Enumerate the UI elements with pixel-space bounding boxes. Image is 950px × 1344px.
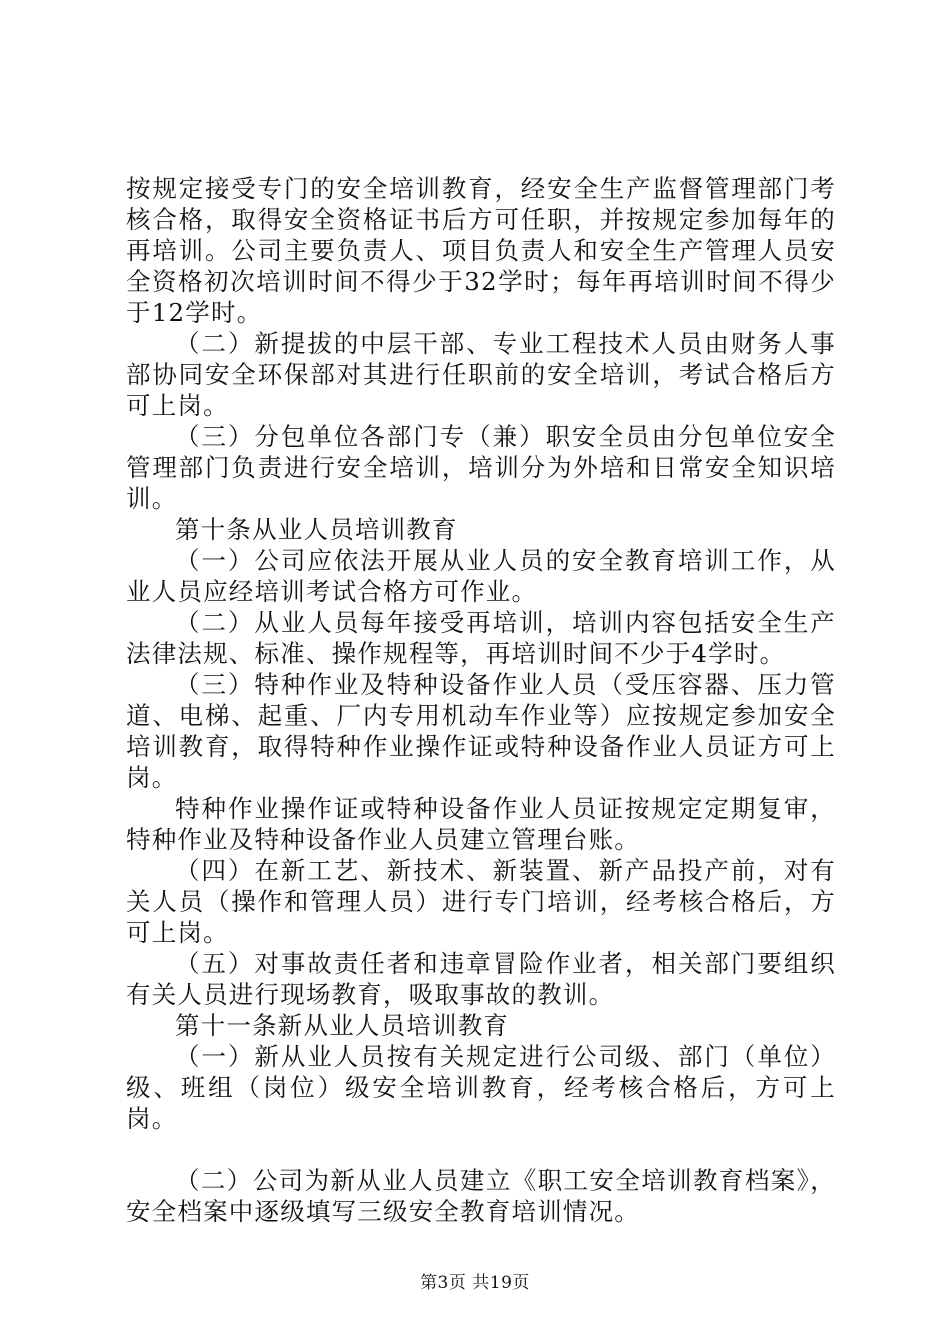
article-10-heading: 第十条从业人员培训教育 <box>175 515 458 544</box>
paragraph-article-11-item-2: （二）公司为新从业人员建立《职工安全培训教育档案》，安全档案中逐级填写三级安全教育培训情况。 <box>126 1166 836 1226</box>
article-11-heading: 第十一条新从业人员培训教育 <box>175 1011 510 1040</box>
page-number-footer: 第3页 共19页 <box>420 1273 530 1293</box>
paragraph-article-10-item-2: （二）从业人员每年接受再培训，培训内容包括安全生产法律法规、标准、操作规程等，再培训时间不少于4学时。 <box>126 608 836 668</box>
paragraph-article-10-item-3: （三）特种作业及特种设备作业人员（受压容器、压力管道、电梯、起重、厂内专用机动车作业等）应按规定参加安全培训教育，取得特种作业操作证或特种设备作业人员证方可上岗。 <box>126 670 836 792</box>
document-body <box>126 173 836 1227</box>
paragraph-article-10-item-5: （五）对事故责任者和违章冒险作业者，相关部门要组织有关人员进行现场教育，吸取事故的教训。 <box>126 949 836 1009</box>
paragraph-continuation: 按规定接受专门的安全培训教育，经安全生产监督管理部门考核合格，取得安全资格证书后方可任职，并按规定参加每年的再培训。公司主要负责人、项目负责人和安全生产管理人员安全资格初次培训时间不得少于32学时；每年再培训时间不得少于12学时。 <box>126 174 836 327</box>
paragraph-special-certificate-review: 特种作业操作证或特种设备作业人员证按规定定期复审，特种作业及特种设备作业人员建立管理台账。 <box>126 794 836 854</box>
paragraph-item-2-promoted-cadres: （二）新提拔的中层干部、专业工程技术人员由财务人事部协同安全环保部对其进行任职前的安全培训，考试合格后方可上岗。 <box>126 329 836 420</box>
paragraph-article-11-item-1: （一）新从业人员按有关规定进行公司级、部门（单位）级、班组（岗位）级安全培训教育，经考核合格后，方可上岗。 <box>126 1042 836 1133</box>
paragraph-item-3-subcontractor-safety: （三）分包单位各部门专（兼）职安全员由分包单位安全管理部门负责进行安全培训，培训分为外培和日常安全知识培训。 <box>126 422 836 513</box>
paragraph-article-10-item-4: （四）在新工艺、新技术、新装置、新产品投产前，对有关人员（操作和管理人员）进行专门培训，经考核合格后，方可上岗。 <box>126 856 836 947</box>
paragraph-article-10-item-1: （一）公司应依法开展从业人员的安全教育培训工作，从业人员应经培训考试合格方可作业。 <box>126 546 836 606</box>
